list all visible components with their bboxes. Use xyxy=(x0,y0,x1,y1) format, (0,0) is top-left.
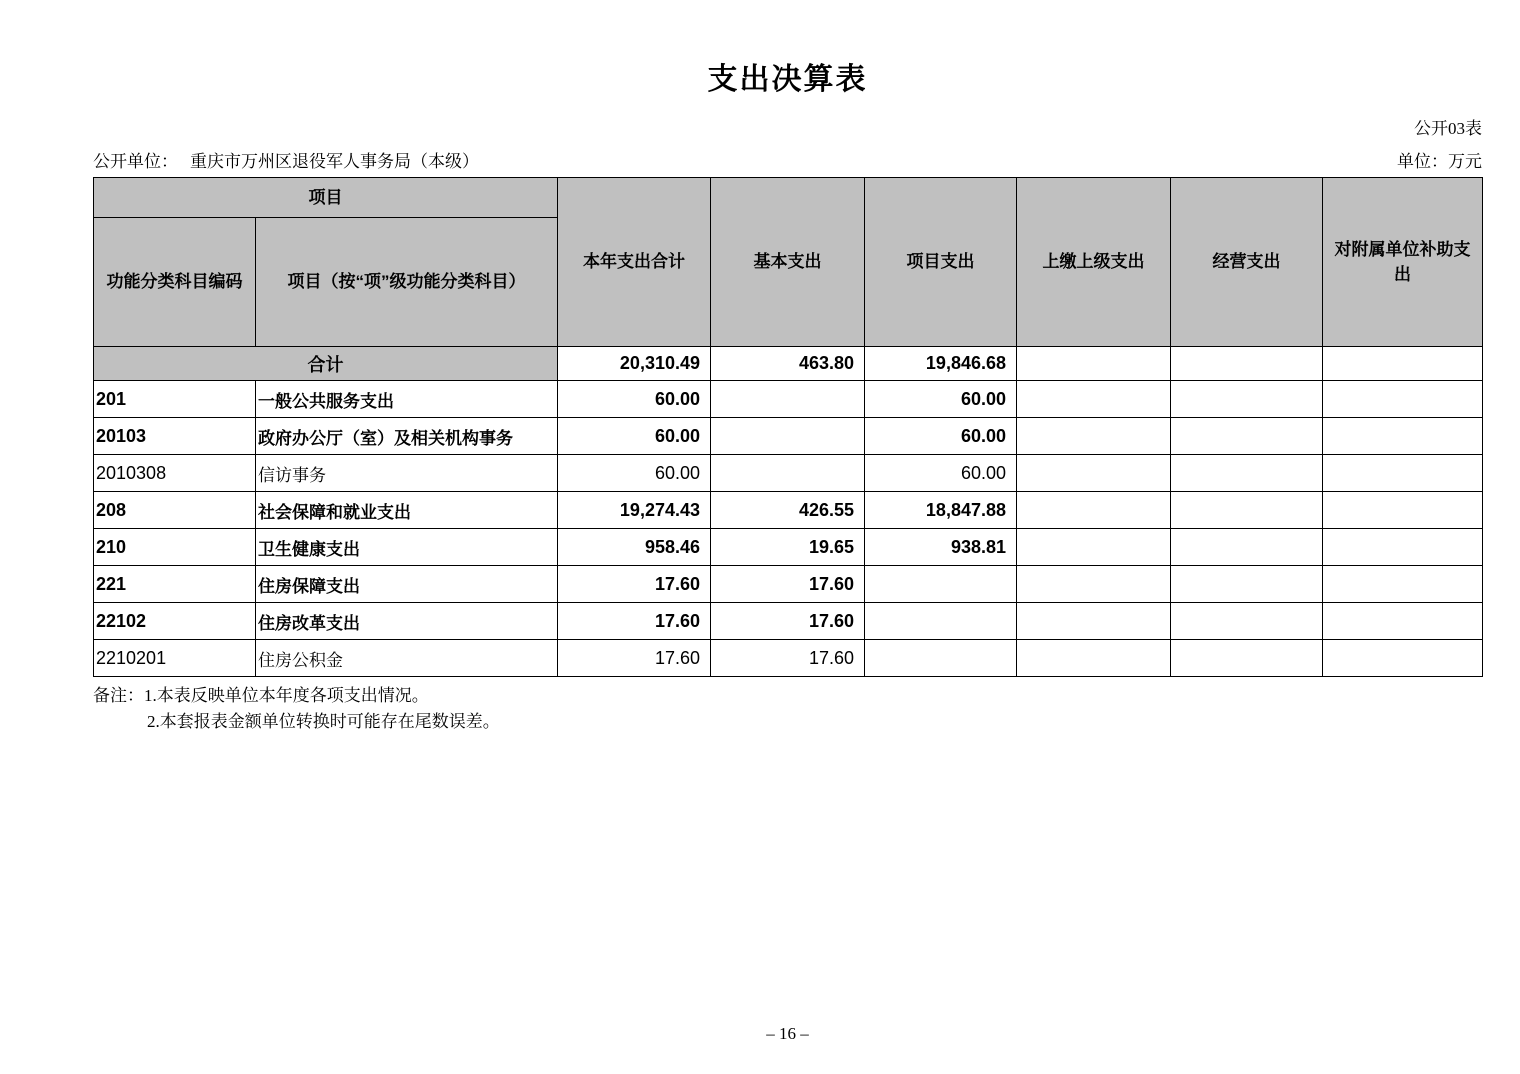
unit-name: 重庆市万州区退役军人事务局（本级） xyxy=(190,152,479,171)
table-row xyxy=(94,455,1483,492)
header-group-label: 项目 xyxy=(94,178,558,218)
publishing-unit xyxy=(93,147,479,172)
header-item-name: 项目（按“项”级功能分类科目） xyxy=(256,218,558,347)
function-code: 210 xyxy=(94,529,256,566)
value-cell xyxy=(865,603,1017,640)
total-value: 463.80 xyxy=(711,347,865,381)
total-label: 合计 xyxy=(94,347,558,381)
value-cell xyxy=(1323,529,1483,566)
item-name: 社会保障和就业支出 xyxy=(256,492,558,529)
item-name: 住房保障支出 xyxy=(256,566,558,603)
value-cell: 60.00 xyxy=(865,455,1017,492)
value-cell: 958.46 xyxy=(558,529,711,566)
value-cell: 17.60 xyxy=(711,640,865,677)
value-cell xyxy=(711,455,865,492)
item-name: 卫生健康支出 xyxy=(256,529,558,566)
item-name: 一般公共服务支出 xyxy=(256,381,558,418)
value-cell xyxy=(1017,455,1171,492)
value-cell: 17.60 xyxy=(711,603,865,640)
value-cell xyxy=(1171,455,1323,492)
currency-unit: 单位：万元 xyxy=(1397,152,1482,171)
value-cell xyxy=(1017,566,1171,603)
function-code: 2210201 xyxy=(94,640,256,677)
value-cell: 60.00 xyxy=(558,418,711,455)
meta-row xyxy=(93,147,1482,172)
header-function-code: 功能分类科目编码 xyxy=(94,218,256,347)
value-cell: 60.00 xyxy=(558,381,711,418)
footnotes xyxy=(93,683,1482,736)
value-cell xyxy=(1323,418,1483,455)
value-cell xyxy=(1171,566,1323,603)
footnote-line xyxy=(93,683,1482,709)
value-cell: 17.60 xyxy=(558,640,711,677)
header-basic-expenditure: 基本支出 xyxy=(711,178,865,347)
value-cell: 426.55 xyxy=(711,492,865,529)
value-cell xyxy=(1323,566,1483,603)
value-cell xyxy=(711,381,865,418)
header-project-expenditure: 项目支出 xyxy=(865,178,1017,347)
footnote-label: 备注： xyxy=(93,686,144,705)
function-code: 201 xyxy=(94,381,256,418)
page-title: 支出决算表 xyxy=(707,63,868,96)
item-name: 住房改革支出 xyxy=(256,603,558,640)
table-row xyxy=(94,492,1483,529)
value-cell xyxy=(1171,381,1323,418)
document-page xyxy=(93,0,1482,736)
total-value xyxy=(1171,347,1323,381)
value-cell xyxy=(1171,492,1323,529)
value-cell xyxy=(1017,492,1171,529)
value-cell xyxy=(1017,640,1171,677)
value-cell xyxy=(1017,381,1171,418)
table-row xyxy=(94,529,1483,566)
sheet-code: 公开03表 xyxy=(1414,119,1482,138)
function-code: 22102 xyxy=(94,603,256,640)
value-cell xyxy=(1323,492,1483,529)
table-row xyxy=(94,566,1483,603)
value-cell: 60.00 xyxy=(558,455,711,492)
page-number: – 16 – xyxy=(766,1024,809,1043)
value-cell: 19.65 xyxy=(711,529,865,566)
value-cell xyxy=(1323,381,1483,418)
value-cell xyxy=(1323,603,1483,640)
value-cell xyxy=(1017,418,1171,455)
footnote-text: 2.本套报表金额单位转换时可能存在尾数误差。 xyxy=(147,712,500,732)
item-name: 政府办公厅（室）及相关机构事务 xyxy=(256,418,558,455)
function-code: 2010308 xyxy=(94,455,256,492)
value-cell xyxy=(1017,529,1171,566)
header-total-expenditure: 本年支出合计 xyxy=(558,178,711,347)
table-row xyxy=(94,418,1483,455)
item-name: 信访事务 xyxy=(256,455,558,492)
value-cell: 938.81 xyxy=(865,529,1017,566)
total-value: 20,310.49 xyxy=(558,347,711,381)
table-row xyxy=(94,640,1483,677)
unit-label: 公开单位： xyxy=(93,152,178,171)
value-cell xyxy=(865,566,1017,603)
total-row xyxy=(94,347,1483,381)
item-name: 住房公积金 xyxy=(256,640,558,677)
total-value: 19,846.68 xyxy=(865,347,1017,381)
value-cell xyxy=(1323,455,1483,492)
expenditure-table xyxy=(93,177,1483,677)
value-cell xyxy=(1171,640,1323,677)
header-upturned-expenditure: 上缴上级支出 xyxy=(1017,178,1171,347)
header-subsidy-expenditure: 对附属单位补助支出 xyxy=(1323,178,1483,347)
value-cell xyxy=(1171,418,1323,455)
table-row xyxy=(94,603,1483,640)
value-cell xyxy=(1323,640,1483,677)
value-cell: 17.60 xyxy=(558,566,711,603)
value-cell: 60.00 xyxy=(865,418,1017,455)
value-cell: 17.60 xyxy=(558,603,711,640)
value-cell xyxy=(865,640,1017,677)
value-cell: 17.60 xyxy=(711,566,865,603)
header-row-group xyxy=(94,178,1483,218)
value-cell: 19,274.43 xyxy=(558,492,711,529)
function-code: 221 xyxy=(94,566,256,603)
function-code: 20103 xyxy=(94,418,256,455)
value-cell xyxy=(1171,603,1323,640)
function-code: 208 xyxy=(94,492,256,529)
value-cell xyxy=(711,418,865,455)
table-row xyxy=(94,381,1483,418)
total-value xyxy=(1323,347,1483,381)
value-cell xyxy=(1017,603,1171,640)
footnote-line xyxy=(93,709,1482,735)
header-operating-expenditure: 经营支出 xyxy=(1171,178,1323,347)
footnote-text: 1.本表反映单位本年度各项支出情况。 xyxy=(144,686,429,705)
value-cell: 60.00 xyxy=(865,381,1017,418)
value-cell xyxy=(1171,529,1323,566)
total-value xyxy=(1017,347,1171,381)
value-cell: 18,847.88 xyxy=(865,492,1017,529)
